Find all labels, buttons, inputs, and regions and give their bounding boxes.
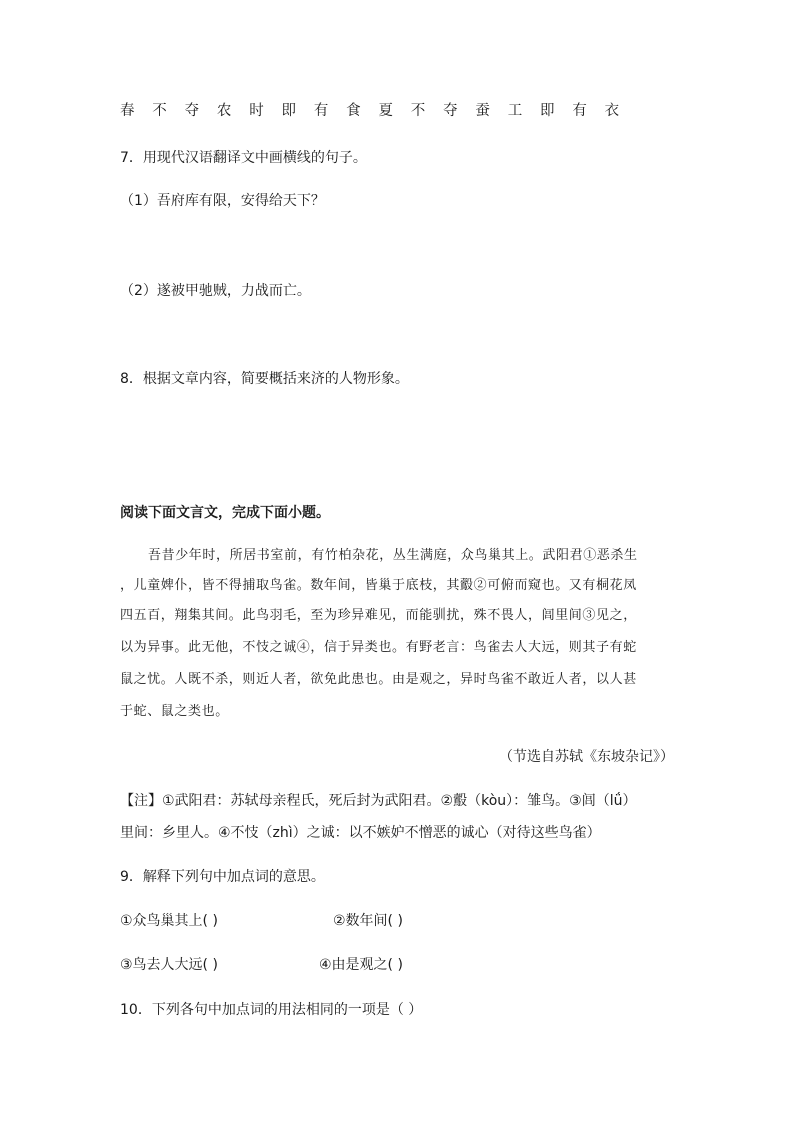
question-7-item-1: （1）吾府库有限，安得给天下？ bbox=[120, 193, 325, 209]
passage-line-3: 四五百，翔集其间。此鸟羽毛，至为珍异难见，而能驯扰，殊不畏人，闾里间③见之， bbox=[120, 608, 637, 623]
question-9-item-2: ②数年间( ) bbox=[333, 913, 403, 929]
passage-line-2: ，儿童婢仆，皆不得捕取鸟雀。数年间，皆巢于底枝，其鷇②可俯而窥也。又有桐花凤 bbox=[120, 578, 637, 593]
question-9-item-4: ④由是观之( ) bbox=[319, 957, 403, 973]
question-8: 8．根据文章内容，简要概括来济的人物形象。 bbox=[120, 371, 409, 387]
question-9-item-1: ①众鸟巢其上( ) bbox=[120, 913, 218, 929]
passage-line-4: 以为异事。此无他，不忮之诚④，信于异类也。有野老言：鸟雀去人大远，则其子有蛇 bbox=[120, 640, 637, 655]
question-10: 10．下列各句中加点词的用法相同的一项是（ ） bbox=[120, 1002, 423, 1018]
question-7: 7．用现代汉语翻译文中画横线的句子。 bbox=[120, 150, 367, 166]
passage-source: （节选自苏轼《东坡杂记》） bbox=[499, 749, 674, 765]
question-9: 9．解释下列句中加点词的意思。 bbox=[120, 869, 325, 885]
passage-line-6: 于蛇、鼠之类也。 bbox=[120, 704, 229, 719]
intro-line: 春 不 夺 农 时 即 有 食 夏 不 夺 蚕 工 即 有 衣 bbox=[120, 103, 626, 119]
notes-line-2: 里间：乡里人。④不忮（zhì）之诚：以不嫉妒不憎恶的诚心（对待这些鸟雀） bbox=[120, 825, 601, 841]
passage-line-1: 吾昔少年时，所居书室前，有竹柏杂花，丛生满庭，众鸟巢其上。武阳君①恶杀生 bbox=[148, 548, 638, 563]
question-9-item-3: ③鸟去人大远( ) bbox=[120, 957, 218, 973]
reading-heading: 阅读下面文言文，完成下面小题。 bbox=[120, 505, 330, 521]
passage-line-5: 鼠之忧。人既不杀，则近人者，欲免此患也。由是观之，异时鸟雀不敢近人者，以人甚 bbox=[120, 672, 637, 687]
question-7-item-2: （2）遂被甲驰贼，力战而亡。 bbox=[120, 283, 311, 299]
notes-line-1: 【注】①武阳君：苏轼母亲程氏，死后封为武阳君。②鷇（kòu）：雏鸟。③闾（lǘ） bbox=[120, 793, 637, 809]
